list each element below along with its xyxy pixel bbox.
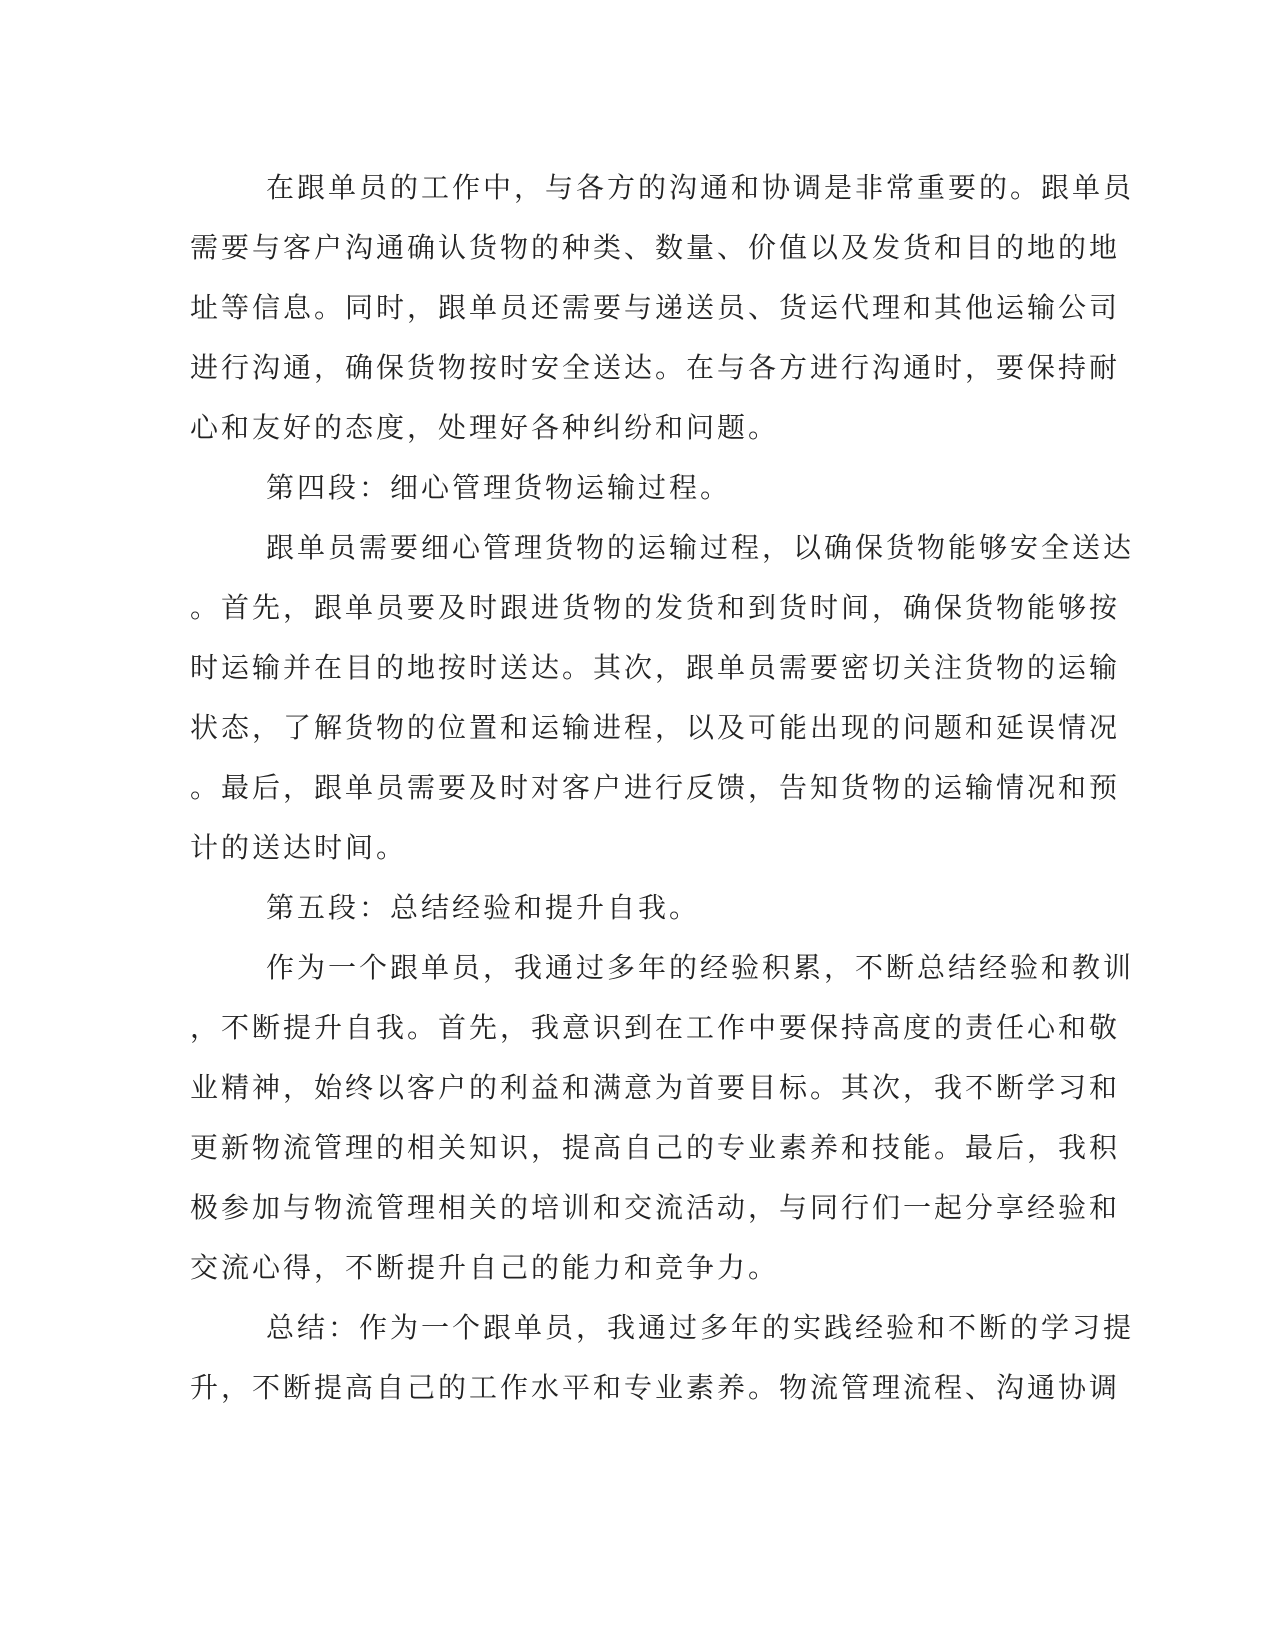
paragraph-line: 址等信息。同时，跟单员还需要与递送员、货运代理和其他运输公司 [190, 291, 1121, 324]
paragraph-line: ，不断提升自我。首先，我意识到在工作中要保持高度的责任心和敬 [190, 1011, 1121, 1044]
paragraph-line: 更新物流管理的相关知识，提高自己的专业素养和技能。最后，我积 [190, 1131, 1121, 1164]
body-text [190, 158, 1135, 1418]
paragraph-line: 总结：作为一个跟单员，我通过多年的实践经验和不断的学习提 [266, 1311, 1135, 1344]
paragraph-line: 升，不断提高自己的工作水平和专业素养。物流管理流程、沟通协调 [190, 1371, 1121, 1404]
paragraph-line: 极参加与物流管理相关的培训和交流活动，与同行们一起分享经验和 [190, 1191, 1121, 1224]
paragraph-line: 计的送达时间。 [190, 831, 408, 864]
paragraph-line: 。首先，跟单员要及时跟进货物的发货和到货时间，确保货物能够按 [190, 591, 1121, 624]
section-heading: 第五段：总结经验和提升自我。 [266, 891, 701, 924]
paragraph-line: 跟单员需要细心管理货物的运输过程，以确保货物能够安全送达 [266, 531, 1135, 564]
paragraph-line: 业精神，始终以客户的利益和满意为首要目标。其次，我不断学习和 [190, 1071, 1121, 1104]
paragraph-line: 状态，了解货物的位置和运输进程，以及可能出现的问题和延误情况 [190, 711, 1121, 744]
paragraph-line: 在跟单员的工作中，与各方的沟通和协调是非常重要的。跟单员 [266, 171, 1135, 204]
paragraph-line: 需要与客户沟通确认货物的种类、数量、价值以及发货和目的地的地 [190, 231, 1121, 264]
paragraph-line: 心和友好的态度，处理好各种纠纷和问题。 [190, 411, 780, 444]
paragraph-line: 进行沟通，确保货物按时安全送达。在与各方进行沟通时，要保持耐 [190, 351, 1121, 384]
paragraph-line: 。最后，跟单员需要及时对客户进行反馈，告知货物的运输情况和预 [190, 771, 1121, 804]
paragraph-line: 作为一个跟单员，我通过多年的经验积累，不断总结经验和教训 [266, 951, 1135, 984]
paragraph-line: 交流心得，不断提升自己的能力和竞争力。 [190, 1251, 780, 1284]
paragraph-line: 时运输并在目的地按时送达。其次，跟单员需要密切关注货物的运输 [190, 651, 1121, 684]
section-heading: 第四段：细心管理货物运输过程。 [266, 471, 732, 504]
